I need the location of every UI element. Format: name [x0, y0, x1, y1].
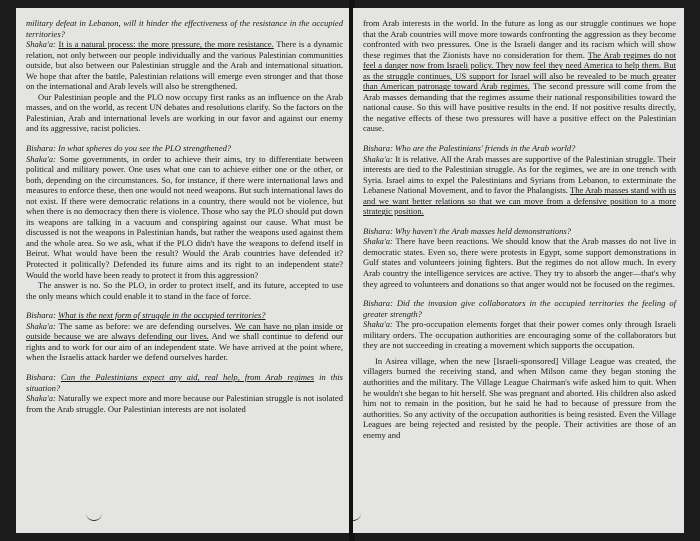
- speaker-label: Shaka'a:: [363, 236, 393, 247]
- question-text: Bishara: Why haven't the Arab masses held demonstrations?: [363, 225, 571, 236]
- speaker-label: Shaka'a:: [363, 153, 393, 164]
- underlined-text: The Arab masses stand with us and we want better relations so that we can move from a defensive position to a more strategic position.: [363, 185, 676, 217]
- underlined-text: We can have no plan inside or outside because we are always defending our lives.: [26, 320, 343, 342]
- left-paragraph-1: [26, 18, 343, 92]
- answer-text: It is relative. All the Arab masses are supportive of the Palestinian struggle. Their interests are tied to the Palestinian struggle. As for the regimes, we are in one trench with Syria. Israel aims to expel the Palestinians and Syrians from Lebanon, to exterminate the Lebanese National Movement, and to favor the Phalangists.: [363, 153, 676, 196]
- question-text: Bishara: Did the invasion give collaborators in the occupied territories the feeling of greater strength?: [363, 298, 676, 319]
- right-page: [353, 8, 684, 533]
- answer-text: Naturally we expect more and more because our Palestinian struggle is not isolated from the Arab struggle. Our Palestinian interests are not isolated: [26, 393, 343, 414]
- speaker-label: Shaka'a:: [26, 153, 56, 164]
- speaker-label: Shaka'a:: [363, 319, 393, 330]
- underlined-text: It is a natural process: the more pressure, the more resistance.: [58, 39, 274, 50]
- answer-text: The same as before: we are defending ourselves.: [55, 320, 235, 331]
- left-column-text: [26, 18, 343, 527]
- staple-mark: [353, 512, 361, 521]
- answer-text: Some governments, in order to achieve their aims, try to differentiate between political and military power. One uses what one can to achieve either one or the other, or both, depending on the circumstances. So, for instance, if there were international laws and measures to enforce these, then one would not need weapons. But such international laws do not exist. If there were democratic relations in a country, there would not be violence, but when there is no democracy then there is violence. Those who say the PLO should put down its weapons are talking in a vacuum and conspiring against our cause. What must be discussed is not the weapons in Palestinian hands, but rather the weapons used against them and the whole area. So we ask, what if the PLO didn't have the weapons to defend itself in Beirut. What would have been the result? Would the Arab countries have defended it? Protected it politically? Defended its future aims and its right to an independent state? Would the world have been ready to protect it from this aggression?: [26, 153, 343, 280]
- right-paragraph-1: [363, 18, 676, 134]
- right-paragraph-4: [363, 298, 676, 351]
- body-text: from Arab interests in the world. In the future as long as our struggle continues we hope that the Arab countries will move more towards confronting the aggression as they become confronted with two pressures. One is the Israeli danger and its racism which will show these regimes that the Zionists have no consideration for them.: [363, 18, 676, 60]
- right-column-text: [363, 18, 676, 527]
- right-paragraph-2: [363, 143, 676, 217]
- answer-text: The pro-occupation elements forget that their power comes only through Israeli military orders. The occupation authorities are encouraging some of the collaborators but they are not succeeding in creating a movement which supports the occupation.: [363, 319, 676, 351]
- speaker-label: Bishara:: [26, 371, 56, 382]
- right-paragraph-3: [363, 226, 676, 289]
- question-text: Bishara: In what spheres do you see the PLO strengthened?: [26, 143, 232, 154]
- speaker-label: Shaka'a:: [26, 39, 56, 50]
- left-page: [16, 8, 351, 533]
- speaker-label: Shaka'a:: [26, 393, 56, 404]
- left-paragraph-4: The answer is no. So the PLO, in order to protect itself, and its future, accepted to use the only means which could enable it to stand in the face of force.: [26, 280, 343, 301]
- left-paragraph-3: [26, 143, 343, 280]
- underlined-question: What is the next form of struggle in the occupied territories?: [58, 310, 266, 321]
- answer-text: There have been reactions. We should know that the Arab masses do not live in democratic states. Even so, there were protests in Egypt, some support demonstrations in Gulf states and volunteers joining fighters. But the regimes do not allow much. In every Arab country the intelligence services are active. They try to absorb the anger—that's why they agreed to volunteers and donations so that anger would not be focused on the regimes.: [363, 236, 676, 289]
- speaker-label: Bishara:: [26, 310, 56, 321]
- answer-text: There is a dynamic relation, not only between our people individually and the various Palestinian communities outside, but also between our Palestinian struggle and the Arab and international situation. We hope that after the battle, Palestinian relations will emerge even stronger and that those on the international and Arab levels will also be strengthened.: [26, 39, 343, 92]
- question-text: in this situation?: [26, 371, 343, 393]
- body-text: The second pressure will come from the Arab masses demanding that the regimes assume their national responsibilities toward the national cause. So this will have positive results in the end. If not positive results directly, the negative effects of these two pressures will have a positive effect on the Palestinian cause.: [363, 81, 676, 134]
- underlined-text: The Arab regimes do not feel a danger now from Israeli policy. They now feel they need America to help them. But as the struggle continues, US support for Israel will also be revealed to be much greater than American patronage toward Arab regimes.: [363, 49, 676, 92]
- question-text: military defeat in Lebanon, will it hinder the effectiveness of the resistance in the occupied territories?: [26, 18, 343, 39]
- answer-text: And we shall continue to defend our rights and to work for our aim of an independent state. We have arrived at the point where, when the Israelis attack harder we defend ourselves harder.: [26, 331, 343, 363]
- right-paragraph-5: In Asirea village, when the new [Israeli-sponsored] Village League was created, the villagers burned the receiving stand, and when Milson came they began stoning the authorities and the military. The Village League Chairman's wife asked him to quit. When he wouldn't she began to hit herself. She was pregnant and aborted. His children also asked him not to remain in the position, but he said he had to because of pressure from the authorities. So any activity of the occupation authorities is being resisted. Even the Village Leagues are being rejected and resisted by the people. Their activities are those of an enemy and: [363, 355, 676, 440]
- speaker-label: Shaka'a:: [26, 320, 56, 331]
- left-paragraph-2: Our Palestinian people and the PLO now occupy first ranks as an influence on the Arab masses, and on the world, as recent UN debates and resolutions clarify. So the factors on the Palestinian, Arab and international levels are working in our favor and against our enemy and its aggressive, racist policies.: [26, 91, 343, 134]
- left-paragraph-6: [26, 372, 343, 414]
- left-paragraph-5: [26, 310, 343, 363]
- question-text: Bishara: Who are the Palestinians' friends in the Arab world?: [363, 143, 576, 154]
- underlined-question: Can the Palestinians expect any aid, real help, from Arab regimes: [60, 371, 315, 382]
